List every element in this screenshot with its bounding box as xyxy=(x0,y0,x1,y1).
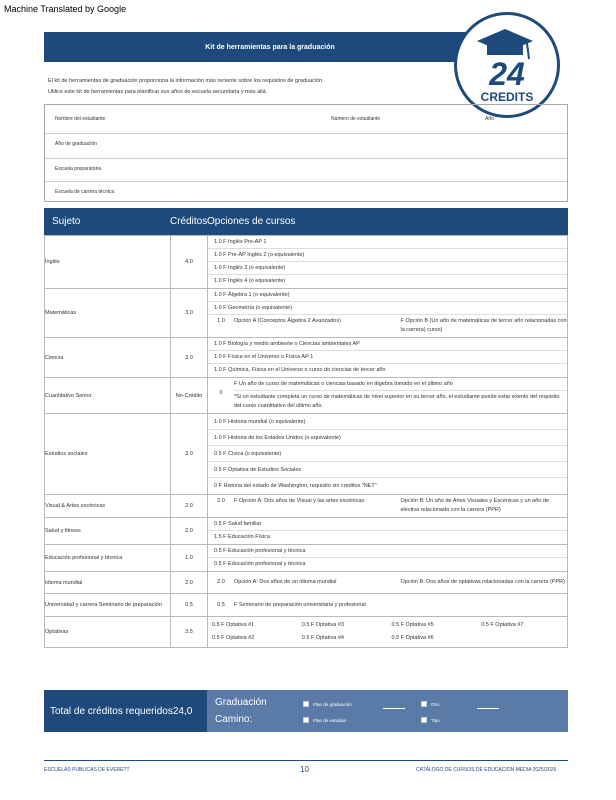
student-name-field[interactable]: Nombre del estudiante xyxy=(55,116,106,122)
graduation-cap-icon xyxy=(457,15,557,115)
option-item[interactable]: 1.0 F Inglés 3 (o equivalente) xyxy=(208,262,567,275)
credits-cell: No-Crédito xyxy=(171,378,208,414)
subject-cell: Visual & Artes escénicas xyxy=(45,495,171,518)
footer-left: ESCUELAS PÚBLICAS DE EVERETT xyxy=(44,767,130,773)
total-label: Total de créditos requeridos xyxy=(50,705,173,717)
path-checkbox-2[interactable] xyxy=(421,701,427,707)
row-cte xyxy=(45,545,568,572)
option-item[interactable]: 1.0 F Álgebra 1 (o equivalente) xyxy=(208,289,567,302)
row-college-career xyxy=(45,594,568,617)
option-item[interactable]: F Un año de curso de matemáticas o ciencias basado en álgebra tomado en el último año xyxy=(234,378,567,391)
subject-cell: Universidad y carrera Seminario de preparación xyxy=(45,594,171,617)
option-note: *Si un estudiante completa un curso de matemáticas de nivel superior en su tercer año, el estudiante puede estar exento del requisito del curso cuantitativo del último año. xyxy=(234,394,560,409)
banner-title: Kit de herramientas para la graduación xyxy=(44,32,496,62)
page-number: 10 xyxy=(300,765,309,774)
student-number-field[interactable]: Número de estudiante xyxy=(331,116,381,122)
option-b[interactable]: Opción B: Un año de Artes Visuales y Escénicas y un año de electiva relacionada con la carrera (PPR) xyxy=(400,498,549,513)
credits-cell: 1.0 xyxy=(171,545,208,572)
credit-value: 0 xyxy=(219,390,223,396)
subject-cell: Ciencia xyxy=(45,338,171,378)
option-item[interactable]: 0.5 F Optativa de Estudios Sociales xyxy=(208,462,567,478)
option-item[interactable]: 0.5 F Educación profesional y técnica xyxy=(214,561,306,567)
graduation-path xyxy=(207,690,568,732)
path-label-2: Camino: xyxy=(215,714,253,725)
elective-item[interactable]: 0.5 F Optativa #3 xyxy=(301,622,344,628)
row-electives xyxy=(45,617,568,648)
requirements-table xyxy=(44,235,568,648)
total-label-wrap xyxy=(44,690,207,732)
credits-cell: 3.0 xyxy=(171,338,208,378)
path-checkbox-3-label: Plan de estudios xyxy=(313,718,347,723)
elective-item[interactable]: 0.5 F Optativa #7 xyxy=(481,622,524,628)
graduation-year-field[interactable]: Año de graduación xyxy=(55,141,97,147)
student-info-box xyxy=(44,104,568,202)
subject-cell: Cuantitativo Senior xyxy=(45,378,171,414)
elective-item[interactable]: 0.5 F Optativa #2 xyxy=(212,635,255,641)
path-checkbox-4[interactable] xyxy=(421,717,427,723)
option-item[interactable]: 0.5 F Salud familiar xyxy=(208,518,567,531)
path-checkbox-3[interactable] xyxy=(303,717,309,723)
credits-logo xyxy=(454,12,560,118)
path-label-1: Graduación xyxy=(215,697,267,708)
option-item[interactable]: 1.0 F Geometría (o equivalente) xyxy=(208,302,567,315)
intro-line-2: Utilice este kit de herramientas para planificar sus años de escuela secundaria y más allá. xyxy=(48,89,268,95)
credits-cell: 3.0 xyxy=(171,414,208,495)
credits-cell: 0.5 xyxy=(171,594,208,617)
high-school-field[interactable]: Escuela preparatoria xyxy=(55,166,102,172)
row-english xyxy=(45,236,568,289)
credits-cell: 3.0 xyxy=(171,289,208,338)
logo-word: CREDITS xyxy=(480,90,534,104)
option-item[interactable]: 1.0 F Química, Física en el Universo o curso de ciencias de tercer año xyxy=(214,367,386,373)
col-subject: Sujeto xyxy=(52,216,81,227)
subject-cell: Idioma mundial xyxy=(45,572,171,594)
credit-value: 2.0 xyxy=(217,498,225,504)
elective-item[interactable]: 0.5 F Optativa #5 xyxy=(391,622,434,628)
logo-number: 24 xyxy=(489,56,525,92)
path-checkbox-1[interactable] xyxy=(303,701,309,707)
path-checkbox-2-label: Otro xyxy=(431,702,440,707)
credit-value: 1.0 xyxy=(217,318,225,324)
option-item[interactable]: 1.0 F Historia mundial (o equivalente) xyxy=(208,414,567,430)
row-arts xyxy=(45,495,568,518)
subject-cell: Educación profesional y técnica xyxy=(45,545,171,572)
option-b[interactable]: Opción B: Dos años de optativas relacionadas con la carrera (PPR) xyxy=(400,579,565,585)
option-b[interactable]: F Opción B (Un año de matemáticas de tercer año relacionadas con la carrera) curso) xyxy=(400,318,567,333)
machine-translated-note: Machine Translated by Google xyxy=(4,4,127,14)
elective-item[interactable]: 0.5 F Optativa #1 xyxy=(212,622,255,628)
option-item[interactable]: 1.0 F Física en el Universo o Física AP 1 xyxy=(208,351,567,364)
career-school-field[interactable]: Escuela de carrera técnica xyxy=(55,189,115,195)
table-header xyxy=(44,208,568,235)
elective-item[interactable] xyxy=(477,632,567,645)
elective-item[interactable]: 0.5 F Optativa #4 xyxy=(301,635,344,641)
total-bar xyxy=(44,690,568,732)
option-a[interactable]: Opción A (Conceptos Álgebra 2 Avanzados) xyxy=(234,318,341,324)
option-item[interactable]: 0.5 F Cívica (o equivalente) xyxy=(208,446,567,462)
row-world-language xyxy=(45,572,568,594)
option-a[interactable]: Opción A: Dos años de un idioma mundial xyxy=(234,579,337,585)
subject-cell: Estudios sociales xyxy=(45,414,171,495)
row-social-studies xyxy=(45,414,568,495)
option-item[interactable]: 1.0 F Inglés Pre-AP 1 xyxy=(208,236,567,249)
option-item[interactable]: 0 F Historia del estado de Washington, requisito sin créditos "NET" xyxy=(214,483,377,489)
subject-cell: Inglés xyxy=(45,236,171,289)
path-checkbox-4-label: Tipo xyxy=(431,718,440,723)
option-item[interactable]: 1.0 F Inglés 4 (o equivalente) xyxy=(214,278,286,284)
credits-cell: 2.0 xyxy=(171,518,208,545)
intro-line-1: El kit de herramientas de graduación proporciona la información más reciente sobre los requisitos de graduación. xyxy=(48,78,324,84)
credits-cell: 2.0 xyxy=(171,572,208,594)
subject-cell: Optativas xyxy=(45,617,171,648)
footer-right: CATÁLOGO DE CURSOS DE EDUCACIÓN MEDIA 2025/2026 xyxy=(416,767,557,773)
row-math xyxy=(45,289,568,338)
option-a[interactable]: F Opción A: Dos años de Visual y las artes escénicas xyxy=(234,498,365,504)
option-item[interactable]: 0.5 F Educación profesional y técnica xyxy=(208,545,567,558)
credits-cell: 2.0 xyxy=(171,495,208,518)
option-item[interactable]: 1.0 F Pre-AP Inglés 2 (o equivalente) xyxy=(208,249,567,262)
credits-cell: 4.0 xyxy=(171,236,208,289)
credit-value: 2.0 xyxy=(217,579,225,585)
credit-value: 0.5 xyxy=(217,602,225,608)
col-options: Opciones de cursos xyxy=(207,216,296,227)
footer-rule xyxy=(44,760,568,761)
path-checkbox-1-label: Plan de graduación xyxy=(313,702,352,707)
credits-cell: 3.5 xyxy=(171,617,208,648)
subject-cell: Matemáticas xyxy=(45,289,171,338)
row-science xyxy=(45,338,568,378)
option-item[interactable]: F Seminario de preparación universitaria y profesional xyxy=(234,602,366,608)
row-senior-quant xyxy=(45,378,568,414)
year-field[interactable]: Año xyxy=(485,116,494,122)
option-item[interactable]: 1.5 F Educación Física xyxy=(214,534,270,540)
option-item[interactable]: 1.0 F Historia de los Estados Unidos (o equivalente) xyxy=(208,430,567,446)
elective-item[interactable]: 0.5 F Optativa #6 xyxy=(391,635,434,641)
subject-cell: Salud y fitness xyxy=(45,518,171,545)
total-value: 24,0 xyxy=(172,705,193,717)
option-item[interactable]: 1.0 F Biología y medio ambiente o Ciencias ambientales AP xyxy=(208,338,567,351)
col-credits: Créditos xyxy=(170,216,208,227)
row-health xyxy=(45,518,568,545)
